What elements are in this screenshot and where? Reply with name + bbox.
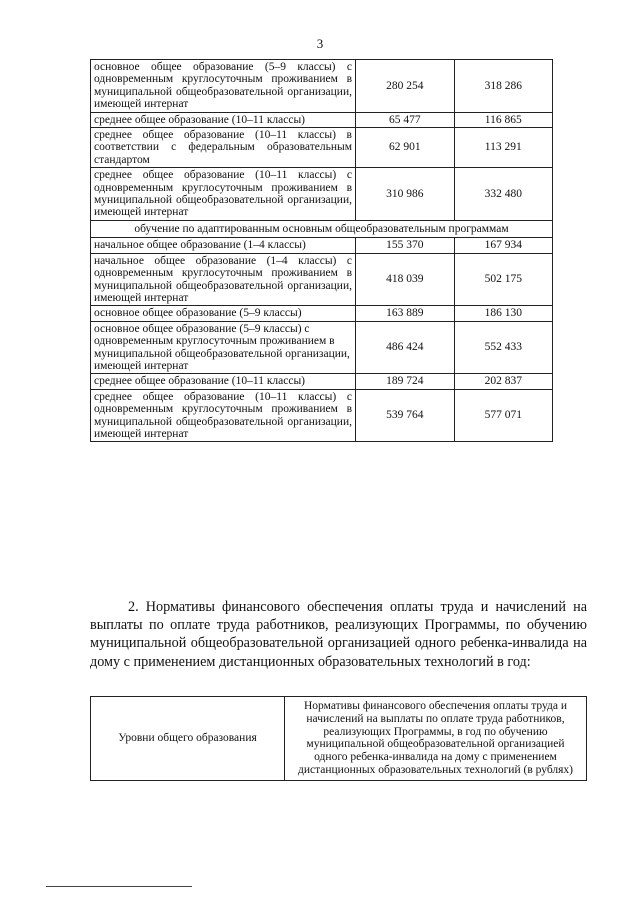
table-row bbox=[91, 306, 553, 321]
footer-divider bbox=[46, 886, 192, 887]
value-col1-cell: 65 477 bbox=[356, 112, 455, 127]
header-levels: Уровни общего образования bbox=[91, 697, 285, 781]
value-col2-cell: 577 071 bbox=[454, 389, 553, 442]
value-col1-cell: 486 424 bbox=[356, 321, 455, 374]
section-paragraph-2: 2. Нормативы финансового обеспечения оплаты труда и начислений на выплаты по оплате труда работников, реализующих Программы, по обучению муниципальной общеобразовательной организацией одного ребенка-инвалида на дому с применением дистанционных образовательных технологий в год: bbox=[90, 599, 587, 670]
value-col2-cell: 202 837 bbox=[454, 374, 553, 389]
value-col2-cell: 186 130 bbox=[454, 306, 553, 321]
education-level-cell: основное общее образование (5–9 классы) bbox=[91, 306, 356, 321]
value-col2-cell: 502 175 bbox=[454, 253, 553, 306]
value-col1-cell: 163 889 bbox=[356, 306, 455, 321]
education-level-cell: среднее общее образование (10–11 классы) с одновременным круглосуточным проживанием в муниципальной общеобразовательной организации, имеющей интернат bbox=[91, 389, 356, 442]
table-header-row bbox=[91, 697, 587, 781]
education-level-cell: начальное общее образование (1–4 классы) bbox=[91, 238, 356, 253]
value-col1-cell: 280 254 bbox=[356, 60, 455, 113]
value-col2-cell: 113 291 bbox=[454, 128, 553, 168]
page-number: 3 bbox=[316, 36, 324, 51]
table-row bbox=[91, 389, 553, 442]
table-row bbox=[91, 253, 553, 306]
header-normatives: Нормативы финансового обеспечения оплаты труда и начислений на выплаты по оплате труда работников, реализующих Программы, в год по обучению муниципальной общеобразовательной организацией одного ребенка-инвалида на дому с применением дистанционных образовательных технологий (в рублях) bbox=[285, 697, 587, 781]
education-level-cell: основное общее образование (5–9 классы) с одновременным круглосуточным проживанием в муниципальной общеобразовательной организации, имеющей интернат bbox=[91, 321, 356, 374]
education-level-cell: основное общее образование (5–9 классы) с одновременным круглосуточным проживанием в муниципальной общеобразовательной организации, имеющей интернат bbox=[91, 60, 356, 113]
value-col2-cell: 318 286 bbox=[454, 60, 553, 113]
education-level-cell: среднее общее образование (10–11 классы) bbox=[91, 112, 356, 127]
education-level-cell: среднее общее образование (10–11 классы) с одновременным круглосуточным проживанием в муниципальной общеобразовательной организации, имеющей интернат bbox=[91, 168, 356, 221]
education-level-cell: начальное общее образование (1–4 классы) с одновременным круглосуточным проживанием в муниципальной общеобразовательной организации, имеющей интернат bbox=[91, 253, 356, 306]
table-row bbox=[91, 60, 553, 113]
education-level-cell: среднее общее образование (10–11 классы) в соответствии с федеральным образовательным стандартом bbox=[91, 128, 356, 168]
value-col2-cell: 116 865 bbox=[454, 112, 553, 127]
table-row bbox=[91, 374, 553, 389]
normatives-table bbox=[90, 59, 553, 442]
value-col1-cell: 62 901 bbox=[356, 128, 455, 168]
remote-education-table bbox=[90, 696, 587, 781]
table-row bbox=[91, 238, 553, 253]
value-col1-cell: 539 764 bbox=[356, 389, 455, 442]
normatives-table-body bbox=[91, 60, 553, 442]
table-row bbox=[91, 168, 553, 221]
value-col2-cell: 167 934 bbox=[454, 238, 553, 253]
value-col2-cell: 332 480 bbox=[454, 168, 553, 221]
table-row bbox=[91, 128, 553, 168]
table-row bbox=[91, 112, 553, 127]
table-row bbox=[91, 321, 553, 374]
value-col2-cell: 552 433 bbox=[454, 321, 553, 374]
section-title: обучение по адаптированным основным общеобразовательным программам bbox=[91, 220, 553, 237]
value-col1-cell: 189 724 bbox=[356, 374, 455, 389]
section-row bbox=[91, 220, 553, 237]
education-level-cell: среднее общее образование (10–11 классы) bbox=[91, 374, 356, 389]
value-col1-cell: 310 986 bbox=[356, 168, 455, 221]
value-col1-cell: 418 039 bbox=[356, 253, 455, 306]
value-col1-cell: 155 370 bbox=[356, 238, 455, 253]
